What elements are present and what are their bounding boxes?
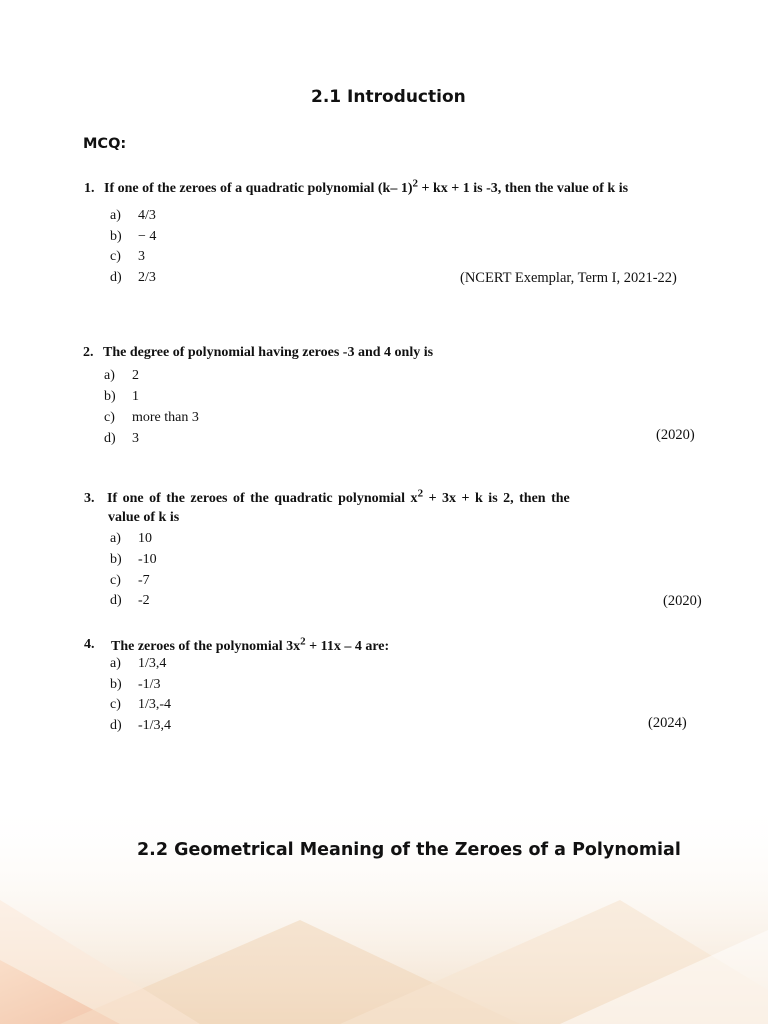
question-text-continued: value of k is: [108, 510, 180, 525]
question-number: 2.: [83, 345, 94, 360]
option: a) 2: [104, 368, 139, 383]
question-number: 4.: [84, 637, 95, 652]
section-title-geometrical-meaning: 2.2 Geometrical Meaning of the Zeroes of a Polynomial: [137, 840, 681, 860]
question-text: If one of the zeroes of the quadratic polynomial $x^2 + 3x + k$ is 2, then the: [107, 487, 570, 506]
option: a) 1/3,4: [110, 656, 167, 671]
option: c) more than 3: [104, 410, 199, 425]
option: b) 1: [104, 389, 139, 404]
option: a) 4/3: [110, 208, 156, 223]
section-title-introduction: 2.1 Introduction: [311, 87, 466, 107]
option: d) -2: [110, 593, 150, 608]
question-text: The zeroes of the polynomial $3x^2 + 11x - 4$ are:: [111, 635, 390, 654]
question-source: (2024): [648, 715, 687, 731]
option: b) − 4: [110, 229, 157, 244]
option: c) 1/3,-4: [110, 697, 172, 712]
question-source: (2020): [656, 427, 695, 443]
mcq-label: MCQ:: [83, 136, 127, 152]
option: b) -10: [110, 552, 157, 567]
question-number: 1.: [84, 181, 95, 196]
option: d) 2/3: [110, 270, 156, 285]
option: b) -1/3: [110, 677, 161, 692]
question-text: The degree of polynomial having zeroes -3 and 4 only is: [103, 345, 434, 360]
option: c) 3: [110, 249, 145, 264]
question-number: 3.: [84, 491, 95, 506]
option: a) 10: [110, 531, 152, 546]
option: d) -1/3,4: [110, 718, 172, 733]
question-text: If one of the zeroes of a quadratic polynomial (k– 1)$^2$ + kx + 1 is -3, then the value of k is: [104, 177, 629, 196]
option: d) 3: [104, 431, 139, 446]
option: c) -7: [110, 573, 150, 588]
question-source: (2020): [663, 593, 702, 609]
question-source: (NCERT Exemplar, Term I, 2021-22): [460, 270, 677, 286]
